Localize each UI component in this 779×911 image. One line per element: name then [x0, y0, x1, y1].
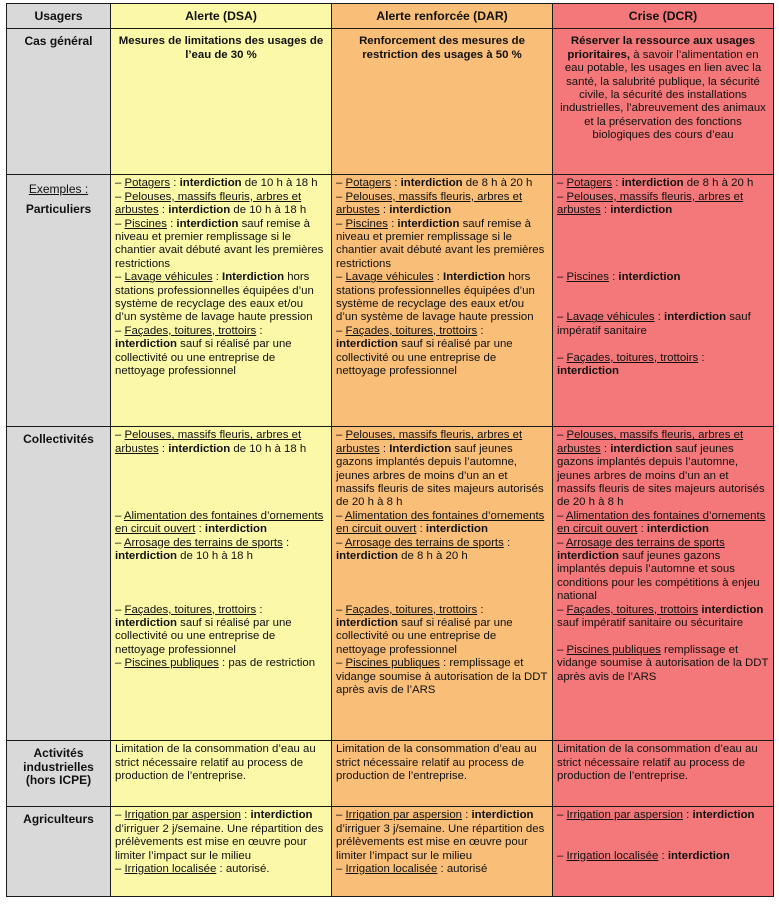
entry-topic: Alimentation des fontaines d’ornements en circuit ouvert — [336, 509, 545, 536]
entry-dash: – — [557, 849, 567, 862]
restriction-entry — [557, 352, 769, 379]
entry-separator: : — [379, 204, 390, 217]
entry-topic: Arrosage des terrains de sports — [123, 536, 283, 549]
restriction-entry — [557, 510, 769, 537]
restriction-entry — [336, 191, 548, 218]
particuliers-dsa — [111, 175, 332, 427]
header-usagers: Usagers — [7, 4, 111, 29]
collectivites-dsa — [111, 427, 332, 741]
entry-measure: interdiction — [336, 338, 399, 351]
entry-measure: interdiction — [618, 271, 681, 284]
entry-dash: – — [115, 509, 124, 522]
restriction-entry — [336, 537, 548, 564]
entry-detail: hors stations professionnelles équipées d’un système de recyclage des eaux et/ou d’un système de lavage haute pression — [336, 271, 535, 324]
restriction-entry — [115, 429, 327, 456]
rowhead-exemples: Exemples : — [28, 182, 89, 197]
entry-separator: : — [391, 177, 401, 190]
restriction-entry — [557, 644, 769, 684]
general-dsa: Mesures de limitations des usages de l’eau de 30 % — [111, 29, 332, 175]
entry-measure: interdiction — [168, 204, 231, 217]
entry-detail: de 8 h à 20 h — [683, 177, 754, 190]
entry-dash: – — [336, 536, 345, 549]
entry-separator: : — [503, 536, 511, 549]
entry-detail: d’irriguer 3 j/semaine. Une répartition des prélèvements est mise en œuvre pour limiter l’impact sur le milieu — [336, 822, 545, 862]
industrielles-dsa: Limitation de la consommation d’eau au strict nécessaire relatif au process de production de l’entreprise. — [111, 741, 332, 807]
entry-measure: interdiction — [664, 311, 727, 324]
entry-topic: Irrigation localisée — [124, 863, 217, 876]
entry-dash: – — [115, 429, 125, 442]
entry-separator: : — [439, 657, 450, 670]
entry-detail: remplissage et vidange soumise à autorisation de la DDT après avis de l’ARS — [336, 657, 548, 697]
entry-dash: – — [115, 657, 125, 670]
entry-topic: Pelouses, massifs fleuris, arbres et arbustes — [336, 190, 523, 217]
entry-detail: de 10 h à 18 h — [241, 177, 318, 190]
spacer — [115, 456, 327, 510]
entry-separator: : — [698, 351, 705, 364]
entry-dash: – — [115, 809, 125, 822]
restriction-entry — [336, 429, 548, 509]
entry-measure: interdiction — [701, 603, 764, 616]
entry-topic: Arrosage des terrains de sports — [565, 536, 725, 549]
entry-detail: sauf si réalisé par une collectivité ou une entreprise de nettoyage professionnel — [115, 338, 292, 378]
general-dcr — [553, 29, 774, 175]
entry-dash: – — [336, 324, 346, 337]
entry-topic: Potagers — [566, 177, 613, 190]
entry-dash: – — [115, 271, 125, 284]
entry-topic: Lavage véhicules — [345, 271, 434, 284]
entry-topic: Piscines publiques — [345, 657, 440, 670]
entry-separator: : — [195, 523, 205, 536]
entry-separator: : — [416, 523, 426, 536]
row-particuliers — [7, 175, 774, 427]
entry-measure: interdiction — [667, 849, 730, 862]
restriction-entry — [557, 429, 769, 509]
entry-topic: Piscines publiques — [124, 657, 219, 670]
entry-dash: – — [336, 271, 346, 284]
entry-topic: Pelouses, massifs fleuris, arbres et arbustes — [557, 429, 744, 455]
entry-detail: autorisé — [446, 863, 488, 876]
restriction-entry — [336, 657, 548, 697]
entry-dash: – — [336, 863, 346, 876]
entry-detail: de 8 h à 20 h — [398, 550, 468, 563]
entry-topic: Lavage véhicules — [124, 271, 213, 284]
restriction-entry — [557, 809, 769, 822]
entry-topic: Piscines — [345, 217, 388, 230]
entry-dash: – — [336, 603, 346, 616]
entry-topic: Arrosage des terrains de sports — [344, 536, 504, 549]
entry-detail: remplissage et vidange soumise à autorisation de la DDT après avis de l’ARS — [557, 643, 769, 683]
restriction-entry — [557, 537, 769, 604]
row-collectivites — [7, 427, 774, 741]
entry-separator: : — [379, 442, 390, 455]
entry-topic: Pelouses, massifs fleuris, arbres et arbustes — [557, 190, 744, 217]
entry-detail: de 10 h à 18 h — [230, 204, 307, 217]
entry-measure: Interdiction — [222, 271, 285, 284]
entry-dash: – — [336, 177, 346, 190]
header-row — [7, 4, 774, 29]
particuliers-dcr — [553, 175, 774, 427]
row-agriculteurs — [7, 807, 774, 897]
entry-topic: Irrigation localisée — [345, 863, 438, 876]
water-restrictions-table — [6, 3, 774, 897]
entry-dash: – — [115, 324, 125, 337]
entry-measure: interdiction — [115, 617, 178, 630]
entry-separator: : — [433, 271, 444, 284]
entry-dash: – — [557, 603, 567, 616]
entry-topic: Pelouses, massifs fleuris, arbres et arbustes — [336, 429, 523, 455]
rowhead-label: Activités industrielles (hors ICPE) — [23, 746, 94, 788]
rowhead-agriculteurs — [7, 807, 111, 897]
collectivites-dcr — [553, 427, 774, 741]
general-dcr-rest: à savoir l’alimentation en eau potable, les usages en lien avec la santé, la salubrité publique, la sécurité civile, la sécurité des installations industrielles, l’abreuvement des animaux et la préservation des fonctions biologiques des cours d’eau — [560, 48, 766, 142]
entry-dash: – — [557, 311, 567, 324]
row-industrielles — [7, 741, 774, 807]
entry-separator: : — [658, 849, 668, 862]
entry-separator: : — [600, 204, 611, 217]
header-dcr: Crise (DCR) — [553, 4, 774, 29]
rowhead-label: Cas général — [24, 34, 93, 49]
particuliers-dar — [332, 175, 553, 427]
entry-separator: : — [683, 809, 693, 822]
entry-separator: : — [166, 217, 177, 230]
header-dar: Alerte renforcée (DAR) — [332, 4, 553, 29]
entry-dash: – — [557, 536, 566, 549]
restrictions-table-wrapper — [6, 3, 773, 897]
entry-separator: : — [158, 204, 169, 217]
collectivites-dar — [332, 427, 553, 741]
entry-dash: – — [557, 351, 567, 364]
entry-detail: sauf jeunes gazons implantés depuis l’automne, jeunes arbres de moins d’un an et massifs fleuris de sites majeurs autorisés de 20 h à 8 h — [336, 442, 544, 509]
entry-dash: – — [115, 603, 125, 616]
entry-measure: interdiction — [336, 550, 399, 563]
entry-detail: sauf si réalisé par une collectivité ou une entreprise de nettoyage professionnel — [336, 338, 513, 378]
restriction-entry — [336, 809, 548, 863]
header-dsa: Alerte (DSA) — [111, 4, 332, 29]
entry-detail: autorisé. — [225, 863, 270, 876]
entry-dash: – — [336, 809, 346, 822]
restriction-entry — [115, 218, 327, 272]
entry-measure: Interdiction — [443, 271, 506, 284]
entry-separator: : — [477, 324, 484, 337]
entry-measure: interdiction — [204, 523, 267, 536]
entry-measure: interdiction — [557, 550, 620, 563]
restriction-entry — [336, 325, 548, 379]
entry-topic: Façades, toitures, trottoirs — [345, 603, 478, 616]
rowhead-cas-general — [7, 29, 111, 175]
entry-separator: : — [158, 442, 169, 455]
entry-detail: sauf impératif sanitaire — [557, 311, 751, 337]
entry-measure: interdiction — [179, 177, 242, 190]
restriction-entry — [557, 311, 769, 338]
entry-dash: – — [115, 190, 125, 203]
restriction-entry — [115, 325, 327, 379]
industrielles-dar: Limitation de la consommation d’eau au strict nécessaire relatif au process de production de l’entreprise. — [332, 741, 553, 807]
entry-topic: Façades, toitures, trottoirs — [345, 324, 478, 337]
entry-measure: interdiction — [336, 617, 399, 630]
entry-separator: : — [241, 809, 251, 822]
entry-dash: – — [336, 509, 345, 522]
entry-dash: – — [336, 190, 346, 203]
entry-separator: : — [612, 177, 622, 190]
entry-topic: Piscines — [566, 271, 609, 284]
rowhead-collectivites — [7, 427, 111, 741]
entry-detail: sauf impératif sanitaire ou sécuritaire — [557, 617, 744, 630]
entry-topic: Façades, toitures, trottoirs — [566, 603, 699, 616]
restriction-entry — [336, 604, 548, 658]
entry-detail: de 10 h à 18 h — [230, 442, 307, 455]
entry-dash: – — [115, 863, 125, 876]
entry-separator: : — [654, 311, 665, 324]
entry-separator: : — [462, 809, 472, 822]
entry-dash: – — [115, 217, 125, 230]
entry-dash: – — [557, 271, 567, 284]
entry-topic: Piscines publiques — [566, 643, 661, 656]
restriction-entry — [115, 191, 327, 218]
entry-detail: sauf remise à niveau et premier remplissage si le chantier avait débuté avant les premières restrictions — [336, 217, 545, 270]
entry-separator: : — [170, 177, 180, 190]
entry-separator: : — [256, 324, 263, 337]
restriction-entry — [115, 863, 327, 876]
rowhead-label: Particuliers — [25, 201, 92, 216]
entry-measure: interdiction — [400, 177, 463, 190]
entry-dash: – — [557, 809, 567, 822]
entry-separator: : — [218, 657, 229, 670]
entry-dash: – — [115, 177, 125, 190]
industrielles-dcr: Limitation de la consommation d’eau au strict nécessaire relatif au process de production de l’entreprise. — [553, 741, 774, 807]
entry-detail: sauf si réalisé par une collectivité ou une entreprise de nettoyage professionnel — [336, 617, 513, 656]
entry-dash: – — [557, 177, 567, 190]
rowhead-label: Agriculteurs — [23, 812, 94, 827]
entry-measure: interdiction — [471, 809, 534, 822]
entry-topic: Piscines — [124, 217, 167, 230]
entry-detail: sauf si réalisé par une collectivité ou une entreprise de nettoyage professionnel — [115, 617, 292, 656]
entry-topic: Potagers — [124, 177, 171, 190]
restriction-entry — [336, 218, 548, 272]
entry-dash: – — [115, 536, 124, 549]
entry-measure: interdiction — [115, 550, 178, 563]
entry-topic: Irrigation par aspersion — [124, 809, 241, 822]
spacer — [557, 285, 769, 312]
entry-measure: interdiction — [176, 217, 239, 230]
entry-separator: : — [600, 442, 611, 455]
entry-topic: Potagers — [345, 177, 392, 190]
entry-separator: : — [256, 603, 263, 616]
entry-topic: Façades, toitures, trottoirs — [124, 603, 257, 616]
entry-topic: Irrigation localisée — [566, 849, 659, 862]
entry-separator: : — [608, 271, 619, 284]
restriction-entry — [336, 863, 548, 876]
entry-detail: de 8 h à 20 h — [462, 177, 533, 190]
agriculteurs-dcr — [553, 807, 774, 897]
entry-measure: interdiction — [250, 809, 313, 822]
restriction-entry — [115, 271, 327, 325]
entry-detail: de 10 h à 18 h — [177, 550, 254, 563]
general-dcr-lead: Réserver la ressource aux usages prioritaires, — [567, 35, 756, 61]
restriction-entry — [115, 177, 327, 190]
restriction-entry — [115, 510, 327, 537]
entry-dash: – — [557, 509, 566, 522]
entry-detail: sauf jeunes gazons implantés depuis l’automne, jeunes arbres de moins d’un an et massifs fleuris de sites majeurs autorisés de 20 h à 8 h — [557, 442, 765, 509]
agriculteurs-dsa — [111, 807, 332, 897]
entry-measure: interdiction — [621, 177, 684, 190]
entry-dash: – — [336, 429, 346, 442]
spacer — [557, 338, 769, 351]
restriction-entry — [336, 177, 548, 190]
restriction-entry — [557, 850, 769, 863]
entry-topic: Pelouses, massifs fleuris, arbres et arbustes — [115, 429, 302, 455]
restriction-entry — [557, 177, 769, 190]
entry-measure: interdiction — [646, 523, 709, 536]
restriction-entry — [336, 271, 548, 325]
entry-topic: Pelouses, massifs fleuris, arbres et arbustes — [115, 190, 302, 217]
restriction-entry — [336, 510, 548, 537]
entry-measure: interdiction — [557, 365, 620, 378]
spacer — [336, 563, 548, 603]
entry-measure: interdiction — [610, 204, 673, 217]
entry-dash: – — [557, 190, 567, 203]
entry-topic: Façades, toitures, trottoirs — [124, 324, 257, 337]
entry-measure: interdiction — [692, 809, 755, 822]
entry-separator: : — [437, 863, 447, 876]
entry-detail: sauf remise à niveau et premier remplissage si le chantier avait débuté avant les premières restrictions — [115, 217, 324, 270]
restriction-entry — [115, 604, 327, 658]
rowhead-particuliers — [7, 175, 111, 427]
restriction-entry — [557, 604, 769, 631]
entry-separator: : — [212, 271, 223, 284]
entry-topic: Lavage véhicules — [566, 311, 655, 324]
entry-dash: – — [557, 643, 567, 656]
entry-topic: Alimentation des fontaines d’ornements en circuit ouvert — [115, 509, 324, 536]
entry-detail: d’irriguer 2 j/semaine. Une répartition des prélèvements est mise en œuvre pour limiter l’impact sur le milieu — [115, 822, 324, 862]
entry-topic: Alimentation des fontaines d’ornements en circuit ouvert — [557, 509, 766, 536]
restriction-entry — [115, 809, 327, 863]
entry-measure: interdiction — [168, 442, 231, 455]
entry-measure: interdiction — [397, 217, 460, 230]
restriction-entry — [115, 657, 327, 670]
entry-topic: Irrigation par aspersion — [566, 809, 683, 822]
entry-measure: interdiction — [115, 338, 178, 351]
entry-dash: – — [557, 429, 567, 442]
entry-measure: Interdiction — [389, 442, 452, 455]
entry-separator: : — [282, 536, 290, 549]
spacer — [557, 823, 769, 850]
entry-separator: : — [477, 603, 484, 616]
general-dar: Renforcement des mesures de restriction des usages à 50 % — [332, 29, 553, 175]
entry-separator: : — [387, 217, 398, 230]
entry-measure: interdiction — [389, 204, 452, 217]
entry-topic: Irrigation par aspersion — [345, 809, 462, 822]
entry-separator: : — [216, 863, 226, 876]
rowhead-industrielles — [7, 741, 111, 807]
entry-separator: : — [637, 523, 647, 536]
entry-measure: interdiction — [425, 523, 488, 536]
spacer — [115, 563, 327, 603]
rowhead-label: Collectivités — [23, 432, 94, 447]
restriction-entry — [557, 191, 769, 218]
spacer — [557, 218, 769, 272]
entry-measure: interdiction — [610, 442, 673, 455]
entry-detail: pas de restriction — [228, 657, 316, 670]
entry-dash: – — [336, 217, 346, 230]
entry-detail: sauf jeunes gazons implantés depuis l’automne et sous conditions pour les compétitions à enjeu national — [557, 550, 760, 603]
entry-topic: Façades, toitures, trottoirs — [566, 351, 699, 364]
entry-detail: hors stations professionnelles équipées d’un système de recyclage des eaux et/ou d’un système de lavage haute pression — [115, 271, 314, 324]
agriculteurs-dar — [332, 807, 553, 897]
row-cas-general — [7, 29, 774, 175]
restriction-entry — [557, 271, 769, 284]
entry-dash: – — [336, 657, 346, 670]
restriction-entry — [115, 537, 327, 564]
spacer — [557, 631, 769, 644]
